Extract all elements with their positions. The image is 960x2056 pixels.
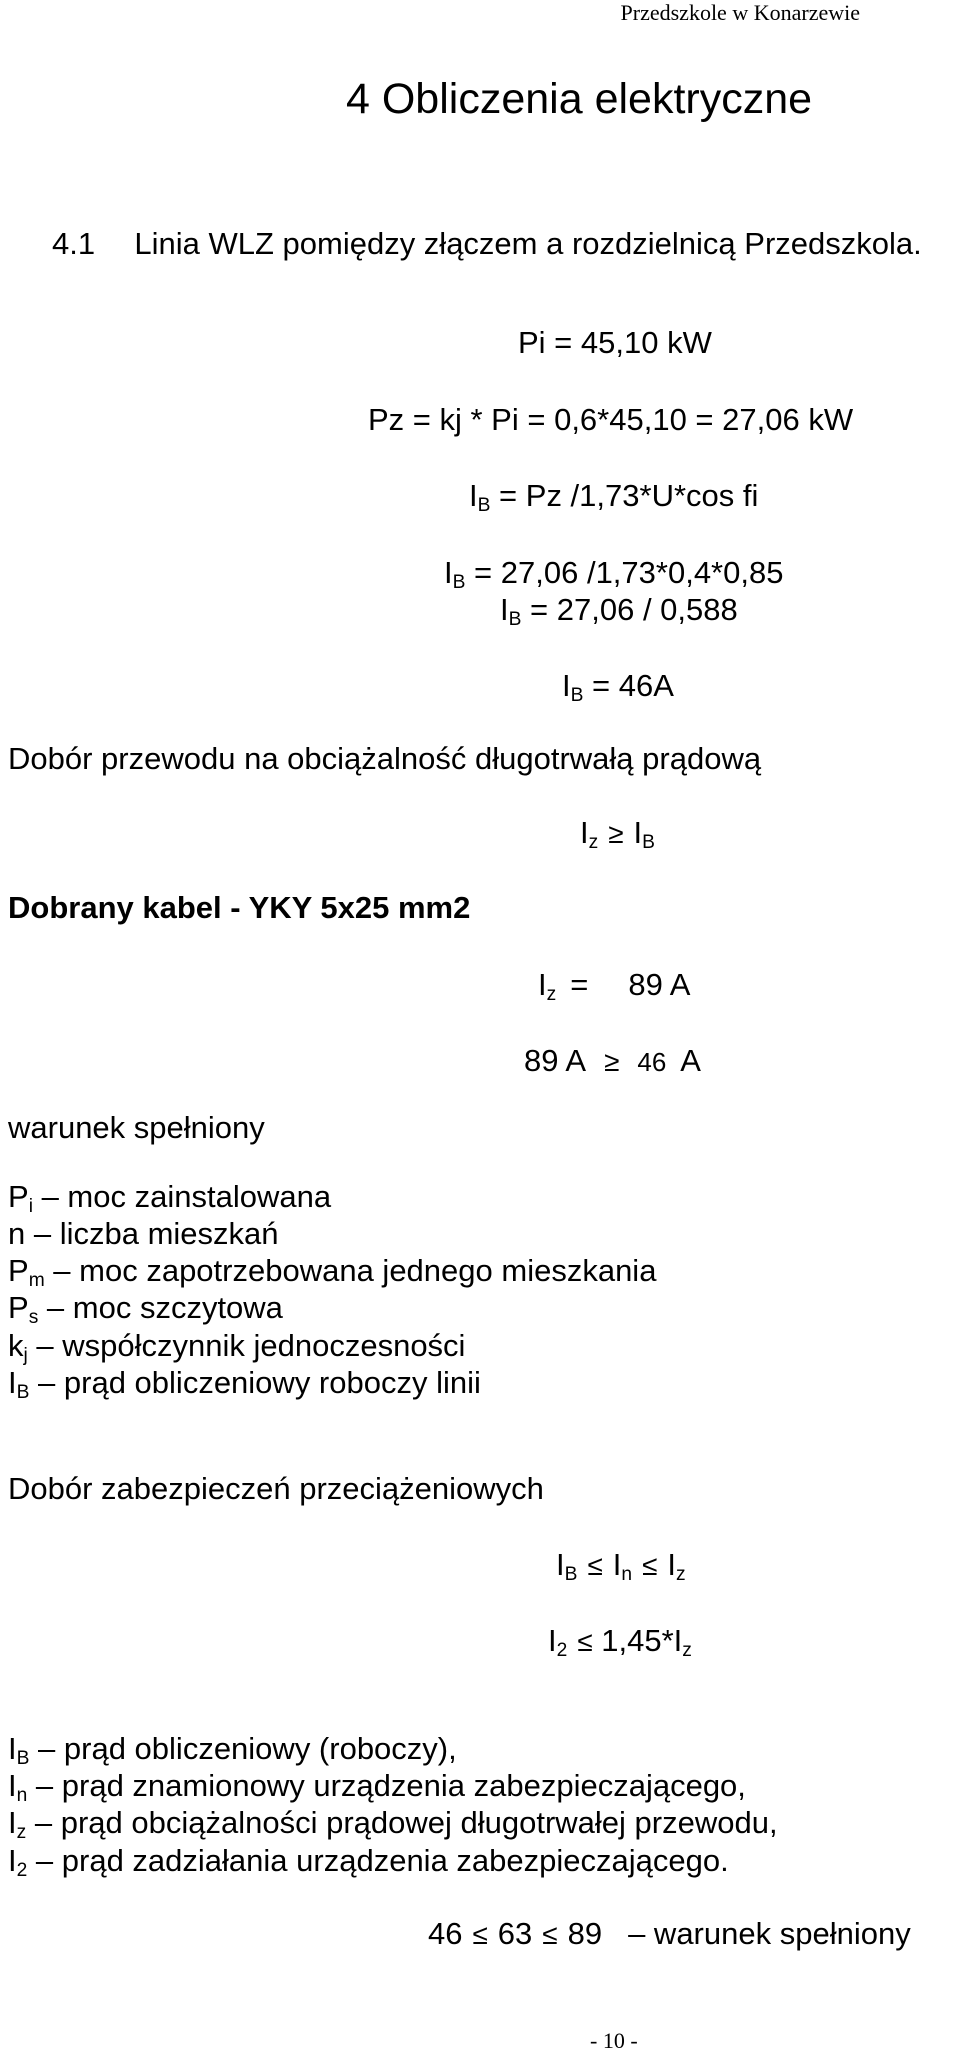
subscript-s: s [28,1306,39,1328]
symbol-i: I [667,1547,676,1582]
subscript-z: z [16,1821,27,1843]
subscript-n: n [16,1784,28,1806]
legend2-ib [8,1731,457,1769]
symbol-i: I [612,1547,622,1582]
calc-pz: Pz = kj * Pi = 0,6*45,10 = 27,06 kW [368,402,854,437]
legend2-in-text: – prąd znamionowy urządzenia zabezpieczającego, [27,1768,746,1803]
symbol-i: I [500,592,509,627]
cable-selection-text: Dobór przewodu na obciążalność długotrwałą prądową [8,741,762,776]
le-symbol: ≤ [472,1919,488,1950]
subscript-2: 2 [556,1639,568,1661]
subscript-b: B [16,1381,30,1403]
section-number: 4.1 [52,226,96,261]
symbol-p: P [8,1290,29,1325]
subscript-b: B [564,1563,578,1585]
subscript-z: z [682,1639,692,1661]
subscript-b: B [16,1747,30,1769]
legend2-ib-text: – prąd obliczeniowy (roboczy), [29,1731,457,1766]
le-symbol: ≤ [587,1550,603,1581]
cmp-unit: A [680,1043,701,1078]
calc-ib-division [500,592,738,630]
running-header: Przedszkole w Konarzewie [620,0,860,25]
symbol-i: I [633,815,643,850]
subscript-z: z [676,1563,686,1585]
subscript-b: B [508,608,522,630]
page-number: - 10 - [590,2028,638,2053]
equals-symbol: = [570,967,589,1002]
subscript-b: B [570,684,584,706]
final-check [428,1918,911,1949]
symbol-i: I [556,1547,565,1582]
symbol-k: k [8,1328,24,1363]
subscript-n: n [621,1563,633,1585]
symbol-i: I [8,1805,17,1840]
legend-kj [8,1328,466,1366]
calc-ib-substitution [444,555,784,593]
legend-ps [8,1290,283,1328]
subscript-z: z [588,831,599,853]
symbol-p: P [8,1253,29,1288]
page-title: 4 Obliczenia elektryczne [346,75,813,123]
symbol-p: P [8,1179,29,1214]
subscript-i: i [28,1195,33,1217]
cmp-right: 46 [637,1047,667,1077]
subscript-m: m [28,1269,45,1291]
cable-chosen: Dobrany kabel - YKY 5x25 mm2 [8,890,471,925]
symbol-i: I [444,555,453,590]
symbol-i: I [8,1731,17,1766]
cmp-left: 89 A [524,1043,587,1078]
calc-ib2-text: = 27,06 /1,73*0,4*0,85 [465,555,784,590]
legend-kj-text: – współczynnik jednoczesności [27,1328,466,1363]
symbol-i: I [538,967,547,1002]
legend-pi [8,1179,332,1217]
protection-condition-2 [548,1623,692,1661]
le-symbol: ≤ [642,1550,658,1581]
ge-symbol: ≥ [604,1046,620,1077]
condition-iz-ge-ib [580,815,655,853]
legend-ib [8,1365,481,1403]
legend-pi-text: – moc zainstalowana [32,1179,332,1214]
eq2-rhs: 1,45*I [592,1623,683,1658]
condition-fulfilled: warunek spełniony [8,1110,265,1145]
calc-ib4-text: = 46A [583,668,674,703]
calc-pi: Pi = 45,10 kW [518,325,712,360]
symbol-i: I [8,1365,17,1400]
subscript-z: z [546,983,557,1005]
legend2-i2 [8,1843,729,1881]
le-symbol: ≤ [542,1919,558,1950]
symbol-i: I [8,1843,17,1878]
subscript-b: B [642,831,655,853]
legend-pm-text: – moc zapotrzebowana jednego mieszkania [44,1253,657,1288]
comparison-line [524,1045,701,1076]
calc-ib3-text: = 27,06 / 0,588 [521,592,738,627]
legend-ib-text: – prąd obliczeniowy roboczy linii [29,1365,481,1400]
legend-pm [8,1253,657,1291]
subscript-j: j [23,1344,28,1366]
calc-ib-result [562,668,674,706]
symbol-i: I [8,1768,17,1803]
subscript-b: B [452,571,466,593]
symbol-i: I [580,815,589,850]
legend-n: n – liczba mieszkań [8,1216,279,1251]
legend-ps-text: – moc szczytowa [38,1290,283,1325]
legend2-in [8,1768,746,1806]
section-heading [52,228,922,259]
ge-symbol: ≥ [608,818,624,849]
legend2-iz [8,1805,778,1843]
section-title: Linia WLZ pomiędzy złączem a rozdzielnicą Przedszkola. [134,226,922,261]
subscript-b: B [477,494,491,516]
calc-ib1-text: = Pz /1,73*U*cos fi [490,478,759,513]
final-note: – warunek spełniony [628,1916,911,1951]
legend2-iz-text: – prąd obciążalności prądowej długotrwałej przewodu, [26,1805,778,1840]
final-a: 46 [428,1916,463,1951]
final-c: 89 [567,1916,603,1951]
protection-title: Dobór zabezpieczeń przeciążeniowych [8,1471,544,1506]
final-b: 63 [497,1916,533,1951]
subscript-2: 2 [16,1859,28,1881]
iz-value-line [538,967,691,1005]
legend2-i2-text: – prąd zadziałania urządzenia zabezpieczającego. [27,1843,729,1878]
symbol-i: I [469,478,478,513]
iz-value: 89 A [628,967,691,1002]
symbol-i: I [548,1623,557,1658]
symbol-i: I [562,668,571,703]
calc-ib-formula [469,478,759,516]
protection-condition-1 [556,1547,686,1585]
le-symbol: ≤ [577,1626,593,1657]
